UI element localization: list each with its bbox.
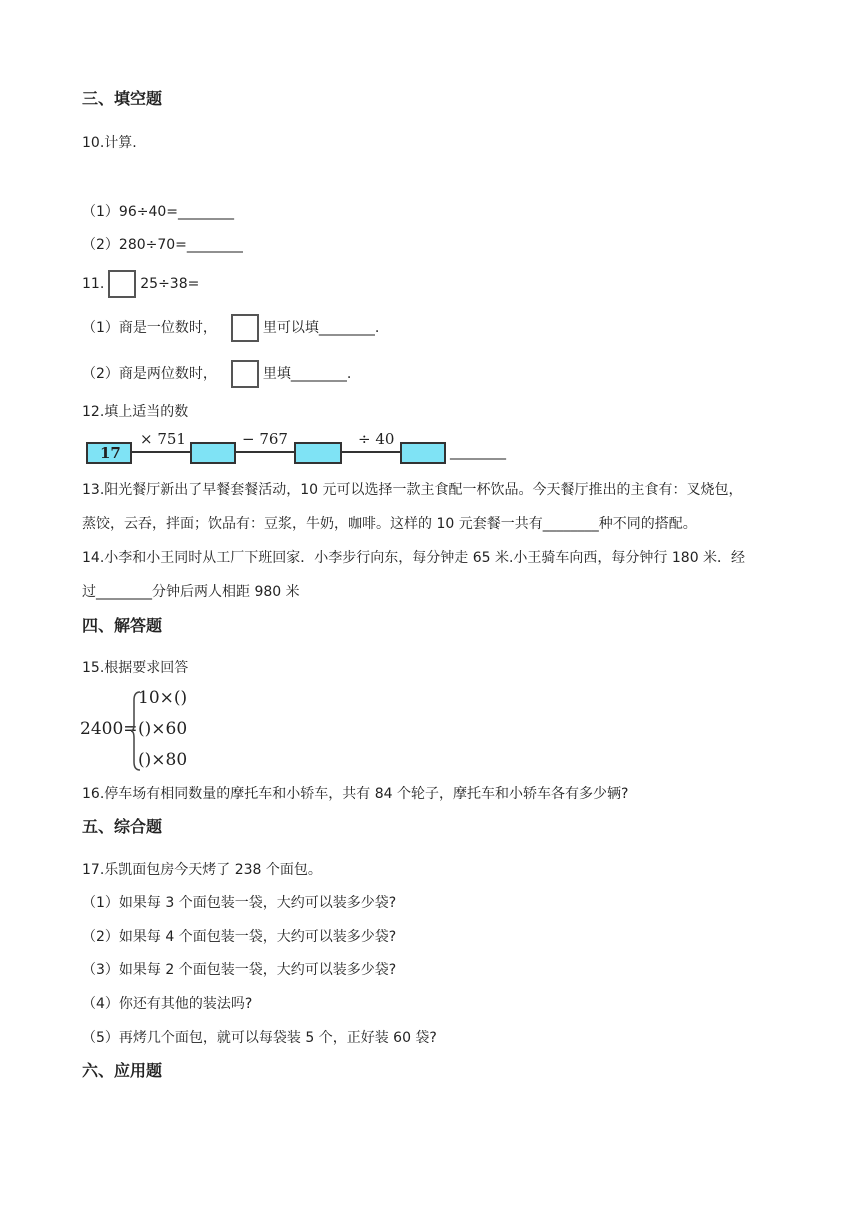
blank-box xyxy=(108,270,136,298)
question-17-part-1: （1）如果每 3 个面包装一袋，大约可以装多少袋? xyxy=(82,895,397,911)
q11-2-text-b: 里填________. xyxy=(262,366,352,382)
formula-row-3: ()×80 xyxy=(138,750,188,770)
blank-box xyxy=(231,314,259,342)
question-11-part-1 xyxy=(82,314,379,342)
question-17-part-3: （3）如果每 2 个面包装一袋，大约可以装多少袋? xyxy=(82,962,397,978)
formula-row-1: 10×() xyxy=(138,688,188,708)
question-15: 15.根据要求回答 xyxy=(82,660,189,676)
chain-box-1[interactable] xyxy=(190,442,236,464)
section-4-heading: 四、解答题 xyxy=(82,616,163,635)
question-17: 17.乐凯面包房今天烤了 238 个面包。 xyxy=(82,862,322,878)
chain-start-box xyxy=(86,442,132,464)
question-11-part-2 xyxy=(82,360,351,388)
question-14-line-1: 14.小李和小王同时从工厂下班回家．小李步行向东，每分钟走 65 米.小王骑车向西，每分钟行 180 米．经 xyxy=(82,550,746,566)
chain-start-value: 17 xyxy=(100,444,121,462)
chain-arrow-1 xyxy=(132,451,190,453)
question-16: 16.停车场有相同数量的摩托车和小轿车，共有 84 个轮子，摩托车和小轿车各有多少辆? xyxy=(82,786,629,802)
question-11-prefix: 11. xyxy=(82,276,105,292)
chain-op-3: ÷ 40 xyxy=(358,430,395,448)
chain-answer-blank: ________ xyxy=(450,444,506,460)
question-10-part-1: （1）96÷40=________ xyxy=(82,204,234,220)
question-11 xyxy=(82,270,199,298)
formula-row-2: ()×60 xyxy=(138,719,188,739)
chain-box-2[interactable] xyxy=(294,442,342,464)
question-17-part-5: （5）再烤几个面包，就可以每袋装 5 个，正好装 60 袋? xyxy=(82,1030,437,1046)
section-6-heading: 六、应用题 xyxy=(82,1061,163,1080)
question-13-line-1: 13.阳光餐厅新出了早餐套餐活动，10 元可以选择一款主食配一杯饮品。今天餐厅推出的主食有：叉烧包， xyxy=(82,482,743,498)
formula-2400 xyxy=(80,688,230,772)
q11-1-text-b: 里可以填________. xyxy=(262,320,380,336)
question-17-part-2: （2）如果每 4 个面包装一袋，大约可以装多少袋? xyxy=(82,929,397,945)
question-17-part-4: （4）你还有其他的装法吗? xyxy=(82,996,253,1012)
question-10-part-2: （2）280÷70=________ xyxy=(82,237,243,253)
question-10: 10.计算. xyxy=(82,135,137,151)
section-3-heading: 三、填空题 xyxy=(82,89,163,108)
question-11-expression: 25÷38= xyxy=(140,276,200,292)
question-14-line-2: 过________分钟后两人相距 980 米 xyxy=(82,584,300,600)
formula-lhs: 2400= xyxy=(80,719,138,739)
chain-arrow-3 xyxy=(342,451,400,453)
question-13-line-2: 蒸饺，云吞，拌面；饮品有：豆浆，牛奶，咖啡。这样的 10 元套餐一共有________种不同的搭配。 xyxy=(82,516,697,532)
q11-1-text-a: （1）商是一位数时， xyxy=(82,320,217,336)
blank-box xyxy=(231,360,259,388)
operation-chain xyxy=(86,432,526,466)
chain-op-1: × 751 xyxy=(140,430,186,448)
question-12: 12.填上适当的数 xyxy=(82,404,189,420)
chain-box-3[interactable] xyxy=(400,442,446,464)
chain-arrow-2 xyxy=(236,451,294,453)
chain-op-2: − 767 xyxy=(242,430,288,448)
section-5-heading: 五、综合题 xyxy=(82,817,163,836)
q11-2-text-a: （2）商是两位数时， xyxy=(82,366,217,382)
